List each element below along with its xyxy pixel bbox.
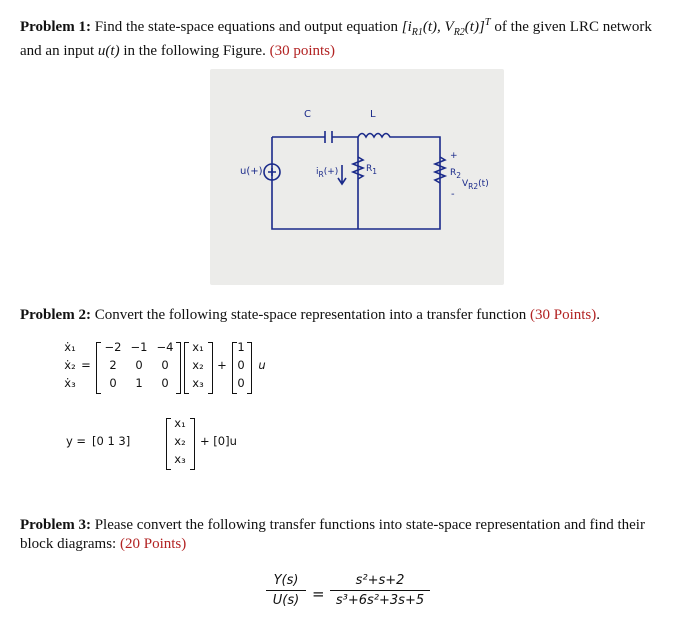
a-cell: −1 [130,340,148,354]
a-cell: 0 [135,358,143,372]
r1-label: $R_1$ [366,164,378,176]
x3-dot: ẋ₃ [64,376,76,390]
inductor-label: L [370,109,376,120]
problem-1-label: Problem 1: [20,19,91,35]
vr2-label: $V_{R2}(t)$ [462,179,489,191]
plus-sign: + [450,151,458,161]
source-label: u(+) [240,166,263,177]
state-equation [62,340,322,400]
c-matrix: [0 1 3] [92,434,131,448]
tf-equals: = [312,585,325,603]
x2-dot: ẋ₂ [64,358,76,372]
d-term: + [0]u [200,434,237,448]
problem-1 [20,13,690,61]
input-symbol: u(t) [97,43,120,59]
problem-2-label: Problem 2: [20,307,91,323]
x-cell: x₂ [174,434,186,448]
plus-sign: + [217,358,227,372]
problem-3-text2: block diagrams: [20,536,117,552]
b-bracket-right [247,342,252,394]
problem-1-text-d: in the following Figure. [123,43,266,59]
b-cell: 0 [237,358,245,372]
x-cell: x₃ [174,452,186,466]
problem-1-text-c: and an input [20,43,95,59]
problem-1-text-a: Find the state-space equations and output equation [94,19,398,35]
tf-rhs-num: s²+s+2 [330,573,430,591]
problem-3-text: Please convert the following transfer functions into state-space representation and find their [94,517,645,533]
tf-rhs-den: s³+6s²+3s+5 [335,593,425,608]
y-label: y = [65,434,87,448]
a-cell: 0 [109,376,117,390]
problem-1-text-b: of the given LRC network [494,19,652,35]
u-symbol: u [258,358,266,372]
tf-lhs-num: Y(s) [266,573,306,591]
a-cell: −2 [104,340,122,354]
tf-rhs [330,573,430,608]
circuit-figure [210,69,504,285]
a-cell: 2 [109,358,117,372]
problem-2-text: Convert the following state-space representation into a transfer function [94,307,527,323]
tf-lhs-den: U(s) [272,593,300,608]
r2-label: $R_2$ [450,168,462,180]
b-cell: 1 [237,340,245,354]
output-equation [62,416,322,476]
problem-3 [20,516,690,554]
a-bracket-left [96,342,101,394]
x1-dot: ẋ₁ [64,340,76,354]
b-cell: 0 [237,376,245,390]
problem-3-points: (20 Points) [119,536,187,552]
problem-2: Problem 2: Convert the following state-space representation into a transfer function (30 Points). [20,307,601,323]
a-cell: 0 [161,358,169,372]
problem-1-points: (30 points) [269,43,335,59]
a-cell: 0 [161,376,169,390]
a-cell: 1 [135,376,143,390]
output-vector: [$i_{R1}(t)$, $V_{R2}(t)]^T$ [401,17,491,38]
minus-sign: - [451,189,455,200]
x-bracket-right [190,418,195,470]
x-bracket-right [208,342,213,394]
tf-lhs [266,573,306,608]
a-bracket-right [176,342,181,394]
current-label: $i_R(+)$ [316,167,339,179]
x-cell: x₂ [192,358,204,372]
problem-3-label: Problem 3: [20,517,91,533]
a-cell: −4 [156,340,174,354]
x-cell: x₁ [174,416,186,430]
equals-sign: = [81,358,91,372]
x-cell: x₁ [192,340,204,354]
x-cell: x₃ [192,376,204,390]
problem-2-points: (30 Points) [530,307,597,323]
capacitor-label: C [304,109,311,120]
